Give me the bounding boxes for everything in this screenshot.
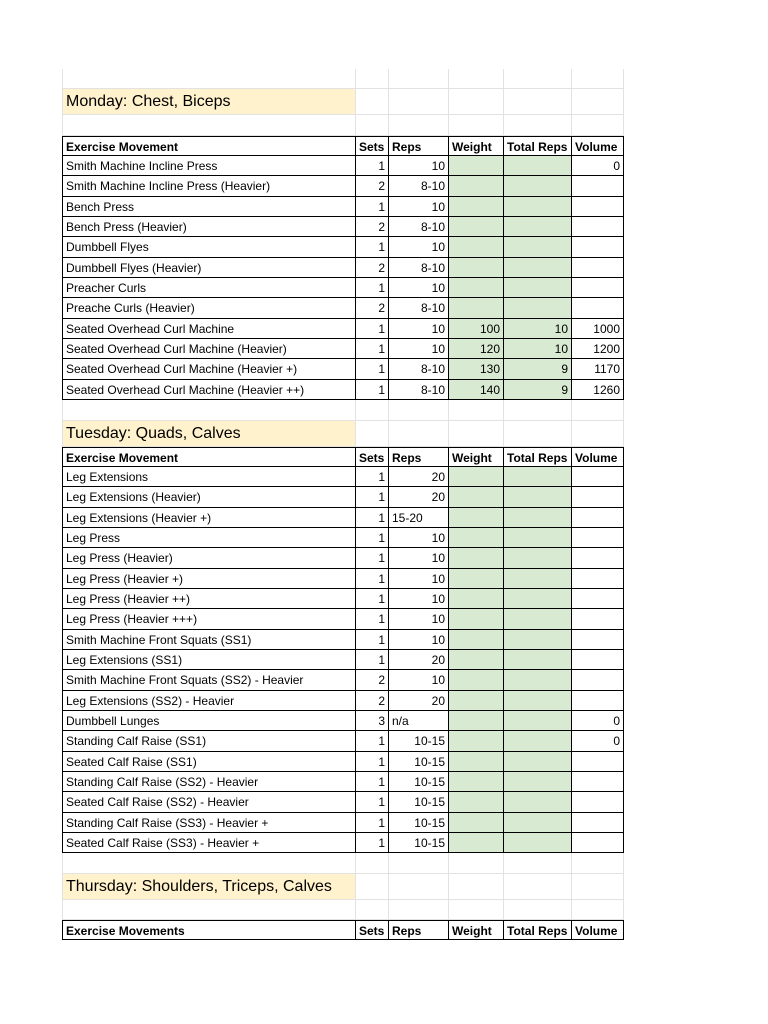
header-sets[interactable]: Sets [356,136,389,156]
total-reps-cell[interactable] [504,508,572,528]
table-row [62,278,624,298]
header-volume[interactable]: Volume [572,136,624,156]
header-total-reps[interactable]: Total Reps [504,447,572,467]
reps-cell[interactable]: 10-15 [389,813,449,833]
table-row [62,258,624,278]
volume-cell[interactable] [572,528,624,548]
volume-cell[interactable]: 1000 [572,319,624,339]
volume-cell[interactable] [572,278,624,298]
reps-cell[interactable]: 10-15 [389,772,449,792]
reps-cell[interactable]: 10-15 [389,731,449,751]
weight-cell[interactable] [449,176,504,196]
sets-cell[interactable]: 1 [356,508,389,528]
reps-cell[interactable]: 8-10 [389,217,449,237]
exercise-cell[interactable]: Standing Calf Raise (SS3) - Heavier + [62,813,356,833]
table-row [62,156,624,176]
sets-cell[interactable]: 3 [356,711,389,731]
reps-cell[interactable]: 10-15 [389,792,449,812]
exercise-cell[interactable]: Leg Press (Heavier +++) [62,609,356,629]
reps-cell[interactable]: 20 [389,467,449,487]
reps-cell[interactable]: 10 [389,589,449,609]
tuesday-title-row [62,421,624,447]
table-row [62,833,624,853]
volume-cell[interactable]: 0 [572,731,624,751]
sets-cell[interactable]: 1 [356,319,389,339]
total-reps-cell[interactable] [504,630,572,650]
sets-cell[interactable]: 1 [356,380,389,400]
sets-cell[interactable]: 1 [356,772,389,792]
sets-cell[interactable]: 1 [356,339,389,359]
table-row [62,359,624,379]
reps-cell[interactable]: 10 [389,278,449,298]
table-row [62,176,624,196]
volume-cell[interactable] [572,813,624,833]
total-reps-cell[interactable] [504,691,572,711]
header-volume[interactable]: Volume [572,447,624,467]
volume-cell[interactable] [572,630,624,650]
sets-cell[interactable]: 2 [356,298,389,318]
monday-table [62,136,624,400]
table-row [62,752,624,772]
weight-cell[interactable] [449,528,504,548]
header-weight[interactable]: Weight [449,447,504,467]
header-reps[interactable]: Reps [389,447,449,467]
header-sets[interactable]: Sets [356,447,389,467]
reps-cell[interactable]: 10 [389,548,449,568]
blank-row [62,853,624,873]
total-reps-cell[interactable] [504,528,572,548]
volume-cell[interactable] [572,176,624,196]
monday-header-row [62,136,624,156]
volume-cell[interactable] [572,569,624,589]
weight-cell[interactable] [449,278,504,298]
table-row [62,569,624,589]
weight-cell[interactable] [449,772,504,792]
volume-cell[interactable] [572,197,624,217]
total-reps-cell[interactable] [504,176,572,196]
sets-cell[interactable]: 1 [356,569,389,589]
total-reps-cell[interactable] [504,731,572,751]
weight-cell[interactable] [449,197,504,217]
volume-cell[interactable] [572,691,624,711]
header-reps[interactable]: Reps [389,920,449,940]
sets-cell[interactable]: 1 [356,359,389,379]
volume-cell[interactable] [572,650,624,670]
sets-cell[interactable]: 1 [356,609,389,629]
header-weight[interactable]: Weight [449,920,504,940]
header-sets[interactable]: Sets [356,920,389,940]
total-reps-cell[interactable] [504,298,572,318]
exercise-cell[interactable]: Leg Press (Heavier +) [62,569,356,589]
weight-cell[interactable] [449,156,504,176]
table-row [62,339,624,359]
sets-cell[interactable]: 1 [356,156,389,176]
volume-cell[interactable] [572,772,624,792]
reps-cell[interactable]: 10 [389,319,449,339]
volume-cell[interactable] [572,258,624,278]
sets-cell[interactable]: 1 [356,792,389,812]
weight-cell[interactable] [449,731,504,751]
sets-cell[interactable]: 1 [356,237,389,257]
blank-row [62,115,624,135]
total-reps-cell[interactable] [504,609,572,629]
exercise-cell[interactable]: Preache Curls (Heavier) [62,298,356,318]
weight-cell[interactable] [449,237,504,257]
volume-cell[interactable] [572,487,624,507]
weight-cell[interactable] [449,650,504,670]
table-row [62,528,624,548]
sets-cell[interactable]: 2 [356,176,389,196]
reps-cell[interactable]: 10 [389,339,449,359]
total-reps-cell[interactable]: 10 [504,319,572,339]
volume-cell[interactable] [572,217,624,237]
table-row [62,650,624,670]
thursday-title-row [62,874,624,900]
volume-cell[interactable] [572,833,624,853]
exercise-cell[interactable]: Dumbbell Flyes [62,237,356,257]
exercise-cell[interactable]: Seated Overhead Curl Machine (Heavier) [62,339,356,359]
weight-cell[interactable]: 140 [449,380,504,400]
table-row [62,508,624,528]
table-row [62,609,624,629]
reps-cell[interactable]: 8-10 [389,176,449,196]
table-row [62,813,624,833]
header-exercise[interactable]: Exercise Movement [62,447,356,467]
exercise-cell[interactable]: Preacher Curls [62,278,356,298]
weight-cell[interactable] [449,589,504,609]
tuesday-title[interactable]: Tuesday: Quads, Calves [62,421,356,447]
weight-cell[interactable]: 100 [449,319,504,339]
exercise-cell[interactable]: Leg Extensions (Heavier +) [62,508,356,528]
total-reps-cell[interactable] [504,813,572,833]
total-reps-cell[interactable] [504,650,572,670]
exercise-cell[interactable]: Leg Press (Heavier ++) [62,589,356,609]
total-reps-cell[interactable] [504,467,572,487]
reps-cell[interactable]: n/a [389,711,449,731]
volume-cell[interactable] [572,508,624,528]
exercise-cell[interactable]: Dumbbell Lunges [62,711,356,731]
weight-cell[interactable] [449,833,504,853]
exercise-cell[interactable]: Dumbbell Flyes (Heavier) [62,258,356,278]
exercise-cell[interactable]: Seated Calf Raise (SS2) - Heavier [62,792,356,812]
exercise-cell[interactable]: Bench Press [62,197,356,217]
weight-cell[interactable] [449,467,504,487]
volume-cell[interactable]: 1260 [572,380,624,400]
table-row [62,197,624,217]
reps-cell[interactable]: 8-10 [389,359,449,379]
sets-cell[interactable]: 1 [356,467,389,487]
reps-cell[interactable]: 10 [389,609,449,629]
total-reps-cell[interactable]: 10 [504,339,572,359]
total-reps-cell[interactable] [504,670,572,690]
table-row [62,217,624,237]
sets-cell[interactable]: 1 [356,650,389,670]
table-row [62,589,624,609]
total-reps-cell[interactable] [504,217,572,237]
total-reps-cell[interactable] [504,487,572,507]
volume-cell[interactable] [572,752,624,772]
sets-cell[interactable]: 2 [356,670,389,690]
exercise-cell[interactable]: Seated Overhead Curl Machine [62,319,356,339]
sets-cell[interactable]: 2 [356,258,389,278]
reps-cell[interactable]: 10 [389,237,449,257]
table-row [62,298,624,318]
weight-cell[interactable] [449,711,504,731]
total-reps-cell[interactable] [504,569,572,589]
blank-row [62,69,624,89]
header-exercise[interactable]: Exercise Movements [62,920,356,940]
total-reps-cell[interactable] [504,278,572,298]
total-reps-cell[interactable] [504,833,572,853]
total-reps-cell[interactable]: 9 [504,380,572,400]
exercise-cell[interactable]: Seated Overhead Curl Machine (Heavier ++) [62,380,356,400]
reps-cell[interactable]: 10-15 [389,833,449,853]
exercise-cell[interactable]: Leg Extensions [62,467,356,487]
table-row [62,467,624,487]
header-volume[interactable]: Volume [572,920,624,940]
sets-cell[interactable]: 2 [356,691,389,711]
total-reps-cell[interactable] [504,792,572,812]
header-total-reps[interactable]: Total Reps [504,920,572,940]
table-row [62,319,624,339]
exercise-cell[interactable]: Smith Machine Front Squats (SS1) [62,630,356,650]
total-reps-cell[interactable] [504,548,572,568]
total-reps-cell[interactable] [504,752,572,772]
table-row [62,792,624,812]
sets-cell[interactable]: 1 [356,731,389,751]
header-weight[interactable]: Weight [449,136,504,156]
exercise-cell[interactable]: Smith Machine Incline Press [62,156,356,176]
total-reps-cell[interactable] [504,197,572,217]
weight-cell[interactable] [449,298,504,318]
volume-cell[interactable]: 1200 [572,339,624,359]
weight-cell[interactable] [449,548,504,568]
table-row [62,711,624,731]
sets-cell[interactable]: 1 [356,528,389,548]
weight-cell[interactable]: 120 [449,339,504,359]
volume-cell[interactable] [572,298,624,318]
reps-cell[interactable]: 10 [389,156,449,176]
table-row [62,548,624,568]
reps-cell[interactable]: 10 [389,670,449,690]
spreadsheet [62,69,624,940]
tuesday-header-row [62,447,624,467]
exercise-cell[interactable]: Seated Calf Raise (SS3) - Heavier + [62,833,356,853]
weight-cell[interactable] [449,752,504,772]
exercise-cell[interactable]: Smith Machine Front Squats (SS2) - Heavier [62,670,356,690]
header-reps[interactable]: Reps [389,136,449,156]
volume-cell[interactable]: 0 [572,711,624,731]
exercise-cell[interactable]: Leg Press (Heavier) [62,548,356,568]
exercise-cell[interactable]: Seated Calf Raise (SS1) [62,752,356,772]
total-reps-cell[interactable] [504,237,572,257]
exercise-cell[interactable]: Leg Press [62,528,356,548]
thursday-title[interactable]: Thursday: Shoulders, Triceps, Calves [62,874,356,900]
table-row [62,670,624,690]
reps-cell[interactable]: 20 [389,691,449,711]
total-reps-cell[interactable] [504,258,572,278]
weight-cell[interactable] [449,670,504,690]
header-total-reps[interactable]: Total Reps [504,136,572,156]
reps-cell[interactable]: 8-10 [389,380,449,400]
total-reps-cell[interactable] [504,772,572,792]
blank-row [62,900,624,920]
weight-cell[interactable] [449,258,504,278]
reps-cell[interactable]: 8-10 [389,258,449,278]
volume-cell[interactable] [572,467,624,487]
exercise-cell[interactable]: Standing Calf Raise (SS2) - Heavier [62,772,356,792]
exercise-cell[interactable]: Standing Calf Raise (SS1) [62,731,356,751]
thursday-header-row [62,920,624,940]
total-reps-cell[interactable] [504,711,572,731]
weight-cell[interactable] [449,217,504,237]
sets-cell[interactable]: 2 [356,217,389,237]
reps-cell[interactable]: 8-10 [389,298,449,318]
weight-cell[interactable] [449,508,504,528]
volume-cell[interactable]: 0 [572,156,624,176]
volume-cell[interactable] [572,792,624,812]
weight-cell[interactable] [449,487,504,507]
exercise-cell[interactable]: Leg Extensions (SS1) [62,650,356,670]
monday-title-row [62,89,624,115]
exercise-cell[interactable]: Leg Extensions (Heavier) [62,487,356,507]
total-reps-cell[interactable] [504,589,572,609]
weight-cell[interactable] [449,813,504,833]
weight-cell[interactable] [449,569,504,589]
reps-cell[interactable]: 10 [389,569,449,589]
weight-cell[interactable] [449,609,504,629]
volume-cell[interactable] [572,609,624,629]
header-exercise[interactable]: Exercise Movement [62,136,356,156]
volume-cell[interactable] [572,548,624,568]
tuesday-table [62,447,624,854]
exercise-cell[interactable]: Bench Press (Heavier) [62,217,356,237]
volume-cell[interactable] [572,237,624,257]
reps-cell[interactable]: 10 [389,197,449,217]
weight-cell[interactable] [449,630,504,650]
table-row [62,691,624,711]
sets-cell[interactable]: 1 [356,833,389,853]
table-row [62,772,624,792]
sets-cell[interactable]: 1 [356,813,389,833]
sets-cell[interactable]: 1 [356,630,389,650]
weight-cell[interactable] [449,792,504,812]
total-reps-cell[interactable] [504,156,572,176]
sets-cell[interactable]: 1 [356,589,389,609]
total-reps-cell[interactable]: 9 [504,359,572,379]
sets-cell[interactable]: 1 [356,548,389,568]
table-row [62,731,624,751]
reps-cell[interactable]: 10 [389,630,449,650]
table-row [62,380,624,400]
reps-cell[interactable]: 15-20 [389,508,449,528]
sets-cell[interactable]: 1 [356,487,389,507]
volume-cell[interactable]: 1170 [572,359,624,379]
reps-cell[interactable]: 20 [389,650,449,670]
volume-cell[interactable] [572,589,624,609]
monday-title[interactable]: Monday: Chest, Biceps [62,89,356,115]
weight-cell[interactable] [449,691,504,711]
blank-row [62,400,624,420]
sets-cell[interactable]: 1 [356,752,389,772]
reps-cell[interactable]: 20 [389,487,449,507]
sets-cell[interactable]: 1 [356,197,389,217]
table-row [62,237,624,257]
exercise-cell[interactable]: Smith Machine Incline Press (Heavier) [62,176,356,196]
sets-cell[interactable]: 1 [356,278,389,298]
reps-cell[interactable]: 10 [389,528,449,548]
reps-cell[interactable]: 10-15 [389,752,449,772]
volume-cell[interactable] [572,670,624,690]
table-row [62,487,624,507]
exercise-cell[interactable]: Seated Overhead Curl Machine (Heavier +) [62,359,356,379]
table-row [62,630,624,650]
exercise-cell[interactable]: Leg Extensions (SS2) - Heavier [62,691,356,711]
weight-cell[interactable]: 130 [449,359,504,379]
